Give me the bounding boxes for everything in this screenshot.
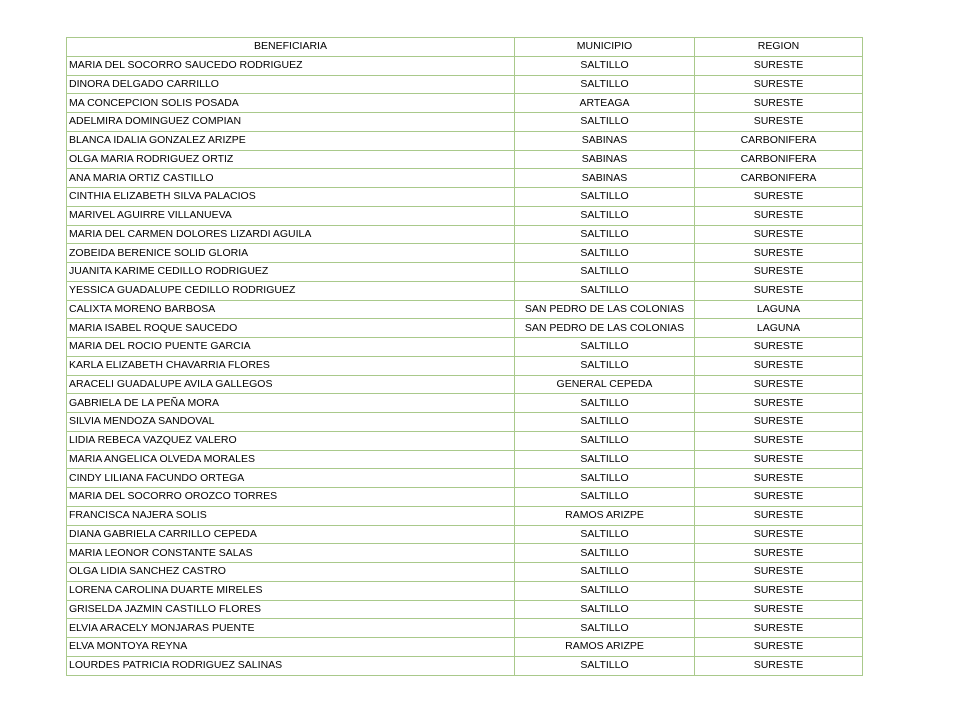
table-row: [67, 169, 863, 188]
beneficiaria-cell: GRISELDA JAZMIN CASTILLO FLORES: [67, 600, 515, 619]
beneficiaria-cell: ADELMIRA DOMINGUEZ COMPIAN: [67, 113, 515, 132]
region-cell: SURESTE: [695, 56, 863, 75]
beneficiaria-cell: MARIA DEL SOCORRO OROZCO TORRES: [67, 488, 515, 507]
region-cell: SURESTE: [695, 525, 863, 544]
beneficiaria-cell: DIANA GABRIELA CARRILLO CEPEDA: [67, 525, 515, 544]
table-row: [67, 563, 863, 582]
region-cell: SURESTE: [695, 656, 863, 675]
region-cell: CARBONIFERA: [695, 131, 863, 150]
municipio-cell: ARTEAGA: [515, 94, 695, 113]
municipio-cell: GENERAL CEPEDA: [515, 375, 695, 394]
table-row: [67, 394, 863, 413]
beneficiaria-cell: YESSICA GUADALUPE CEDILLO RODRIGUEZ: [67, 281, 515, 300]
beneficiaria-cell: BLANCA IDALIA GONZALEZ ARIZPE: [67, 131, 515, 150]
region-cell: SURESTE: [695, 394, 863, 413]
municipio-cell: SALTILLO: [515, 113, 695, 132]
region-cell: SURESTE: [695, 544, 863, 563]
municipio-cell: RAMOS ARIZPE: [515, 638, 695, 657]
region-cell: SURESTE: [695, 206, 863, 225]
table-row: [67, 638, 863, 657]
region-cell: SURESTE: [695, 413, 863, 432]
table-row: [67, 113, 863, 132]
region-cell: SURESTE: [695, 75, 863, 94]
table-row: [67, 431, 863, 450]
table-row: [67, 338, 863, 357]
municipio-cell: SALTILLO: [515, 56, 695, 75]
beneficiaria-cell: LOURDES PATRICIA RODRIGUEZ SALINAS: [67, 656, 515, 675]
region-cell: SURESTE: [695, 263, 863, 282]
municipio-cell: SALTILLO: [515, 525, 695, 544]
region-cell: SURESTE: [695, 581, 863, 600]
municipio-cell: SALTILLO: [515, 619, 695, 638]
beneficiaria-cell: ANA MARIA ORTIZ CASTILLO: [67, 169, 515, 188]
beneficiaria-cell: OLGA LIDIA SANCHEZ CASTRO: [67, 563, 515, 582]
region-cell: SURESTE: [695, 244, 863, 263]
municipio-cell: RAMOS ARIZPE: [515, 506, 695, 525]
table-row: [67, 581, 863, 600]
table-row: [67, 450, 863, 469]
beneficiaria-cell: MARIA LEONOR CONSTANTE SALAS: [67, 544, 515, 563]
beneficiaria-cell: ZOBEIDA BERENICE SOLID GLORIA: [67, 244, 515, 263]
region-cell: SURESTE: [695, 356, 863, 375]
municipio-cell: SALTILLO: [515, 600, 695, 619]
beneficiaria-cell: ELVA MONTOYA REYNA: [67, 638, 515, 657]
table-row: [67, 375, 863, 394]
municipio-cell: SAN PEDRO DE LAS COLONIAS: [515, 300, 695, 319]
municipio-cell: SALTILLO: [515, 281, 695, 300]
table-row: [67, 300, 863, 319]
table-row: [67, 356, 863, 375]
beneficiaria-cell: MARIVEL AGUIRRE VILLANUEVA: [67, 206, 515, 225]
municipio-cell: SAN PEDRO DE LAS COLONIAS: [515, 319, 695, 338]
region-cell: SURESTE: [695, 600, 863, 619]
table-row: [67, 94, 863, 113]
region-cell: SURESTE: [695, 281, 863, 300]
beneficiaria-cell: ELVIA ARACELY MONJARAS PUENTE: [67, 619, 515, 638]
region-cell: SURESTE: [695, 188, 863, 207]
beneficiaria-cell: MARIA ISABEL ROQUE SAUCEDO: [67, 319, 515, 338]
municipio-cell: SALTILLO: [515, 394, 695, 413]
table-row: [67, 544, 863, 563]
municipio-cell: SALTILLO: [515, 450, 695, 469]
region-cell: SURESTE: [695, 506, 863, 525]
table-row: [67, 413, 863, 432]
beneficiaria-cell: ARACELI GUADALUPE AVILA GALLEGOS: [67, 375, 515, 394]
beneficiaria-cell: MA CONCEPCION SOLIS POSADA: [67, 94, 515, 113]
column-header-municipio: MUNICIPIO: [515, 38, 695, 57]
region-cell: CARBONIFERA: [695, 150, 863, 169]
region-cell: LAGUNA: [695, 300, 863, 319]
region-cell: SURESTE: [695, 488, 863, 507]
region-cell: SURESTE: [695, 375, 863, 394]
table-body: [67, 56, 863, 675]
municipio-cell: SALTILLO: [515, 488, 695, 507]
table-row: [67, 319, 863, 338]
municipio-cell: SALTILLO: [515, 244, 695, 263]
beneficiaria-cell: CINDY LILIANA FACUNDO ORTEGA: [67, 469, 515, 488]
municipio-cell: SALTILLO: [515, 544, 695, 563]
municipio-cell: SALTILLO: [515, 356, 695, 375]
beneficiaria-cell: CALIXTA MORENO BARBOSA: [67, 300, 515, 319]
table-row: [67, 600, 863, 619]
table-row: [67, 188, 863, 207]
region-cell: CARBONIFERA: [695, 169, 863, 188]
municipio-cell: SALTILLO: [515, 431, 695, 450]
column-header-region: REGION: [695, 38, 863, 57]
region-cell: SURESTE: [695, 338, 863, 357]
municipio-cell: SALTILLO: [515, 563, 695, 582]
beneficiaria-cell: MARIA DEL SOCORRO SAUCEDO RODRIGUEZ: [67, 56, 515, 75]
beneficiaria-cell: CINTHIA ELIZABETH SILVA PALACIOS: [67, 188, 515, 207]
table-row: [67, 263, 863, 282]
table-row: [67, 506, 863, 525]
municipio-cell: SALTILLO: [515, 656, 695, 675]
municipio-cell: SALTILLO: [515, 469, 695, 488]
municipio-cell: SALTILLO: [515, 338, 695, 357]
municipio-cell: SALTILLO: [515, 413, 695, 432]
municipio-cell: SALTILLO: [515, 581, 695, 600]
beneficiaria-cell: MARIA DEL CARMEN DOLORES LIZARDI AGUILA: [67, 225, 515, 244]
table-row: [67, 656, 863, 675]
municipio-cell: SALTILLO: [515, 225, 695, 244]
region-cell: SURESTE: [695, 94, 863, 113]
beneficiaria-cell: SILVIA MENDOZA SANDOVAL: [67, 413, 515, 432]
beneficiaries-table: [66, 37, 863, 676]
beneficiaria-cell: MARIA DEL ROCIO PUENTE GARCIA: [67, 338, 515, 357]
municipio-cell: SABINAS: [515, 169, 695, 188]
table-row: [67, 469, 863, 488]
region-cell: SURESTE: [695, 469, 863, 488]
region-cell: SURESTE: [695, 225, 863, 244]
municipio-cell: SALTILLO: [515, 75, 695, 94]
beneficiaria-cell: FRANCISCA NAJERA SOLIS: [67, 506, 515, 525]
table-row: [67, 206, 863, 225]
beneficiaria-cell: DINORA DELGADO CARRILLO: [67, 75, 515, 94]
beneficiaria-cell: LORENA CAROLINA DUARTE MIRELES: [67, 581, 515, 600]
region-cell: LAGUNA: [695, 319, 863, 338]
municipio-cell: SALTILLO: [515, 188, 695, 207]
beneficiaria-cell: KARLA ELIZABETH CHAVARRIA FLORES: [67, 356, 515, 375]
beneficiaria-cell: MARIA ANGELICA OLVEDA MORALES: [67, 450, 515, 469]
beneficiaria-cell: LIDIA REBECA VAZQUEZ VALERO: [67, 431, 515, 450]
table-row: [67, 525, 863, 544]
region-cell: SURESTE: [695, 619, 863, 638]
region-cell: SURESTE: [695, 431, 863, 450]
table-row: [67, 281, 863, 300]
table-row: [67, 225, 863, 244]
municipio-cell: SABINAS: [515, 150, 695, 169]
municipio-cell: SABINAS: [515, 131, 695, 150]
table-header-row: [67, 38, 863, 57]
beneficiaria-cell: GABRIELA DE LA PEÑA MORA: [67, 394, 515, 413]
column-header-beneficiaria: BENEFICIARIA: [67, 38, 515, 57]
table-row: [67, 131, 863, 150]
table-row: [67, 150, 863, 169]
table-row: [67, 619, 863, 638]
region-cell: SURESTE: [695, 563, 863, 582]
region-cell: SURESTE: [695, 113, 863, 132]
region-cell: SURESTE: [695, 638, 863, 657]
municipio-cell: SALTILLO: [515, 263, 695, 282]
municipio-cell: SALTILLO: [515, 206, 695, 225]
table-row: [67, 488, 863, 507]
table-row: [67, 56, 863, 75]
beneficiaries-sheet: [66, 37, 862, 676]
table-row: [67, 75, 863, 94]
beneficiaria-cell: OLGA MARIA RODRIGUEZ ORTIZ: [67, 150, 515, 169]
beneficiaria-cell: JUANITA KARIME CEDILLO RODRIGUEZ: [67, 263, 515, 282]
region-cell: SURESTE: [695, 450, 863, 469]
table-row: [67, 244, 863, 263]
